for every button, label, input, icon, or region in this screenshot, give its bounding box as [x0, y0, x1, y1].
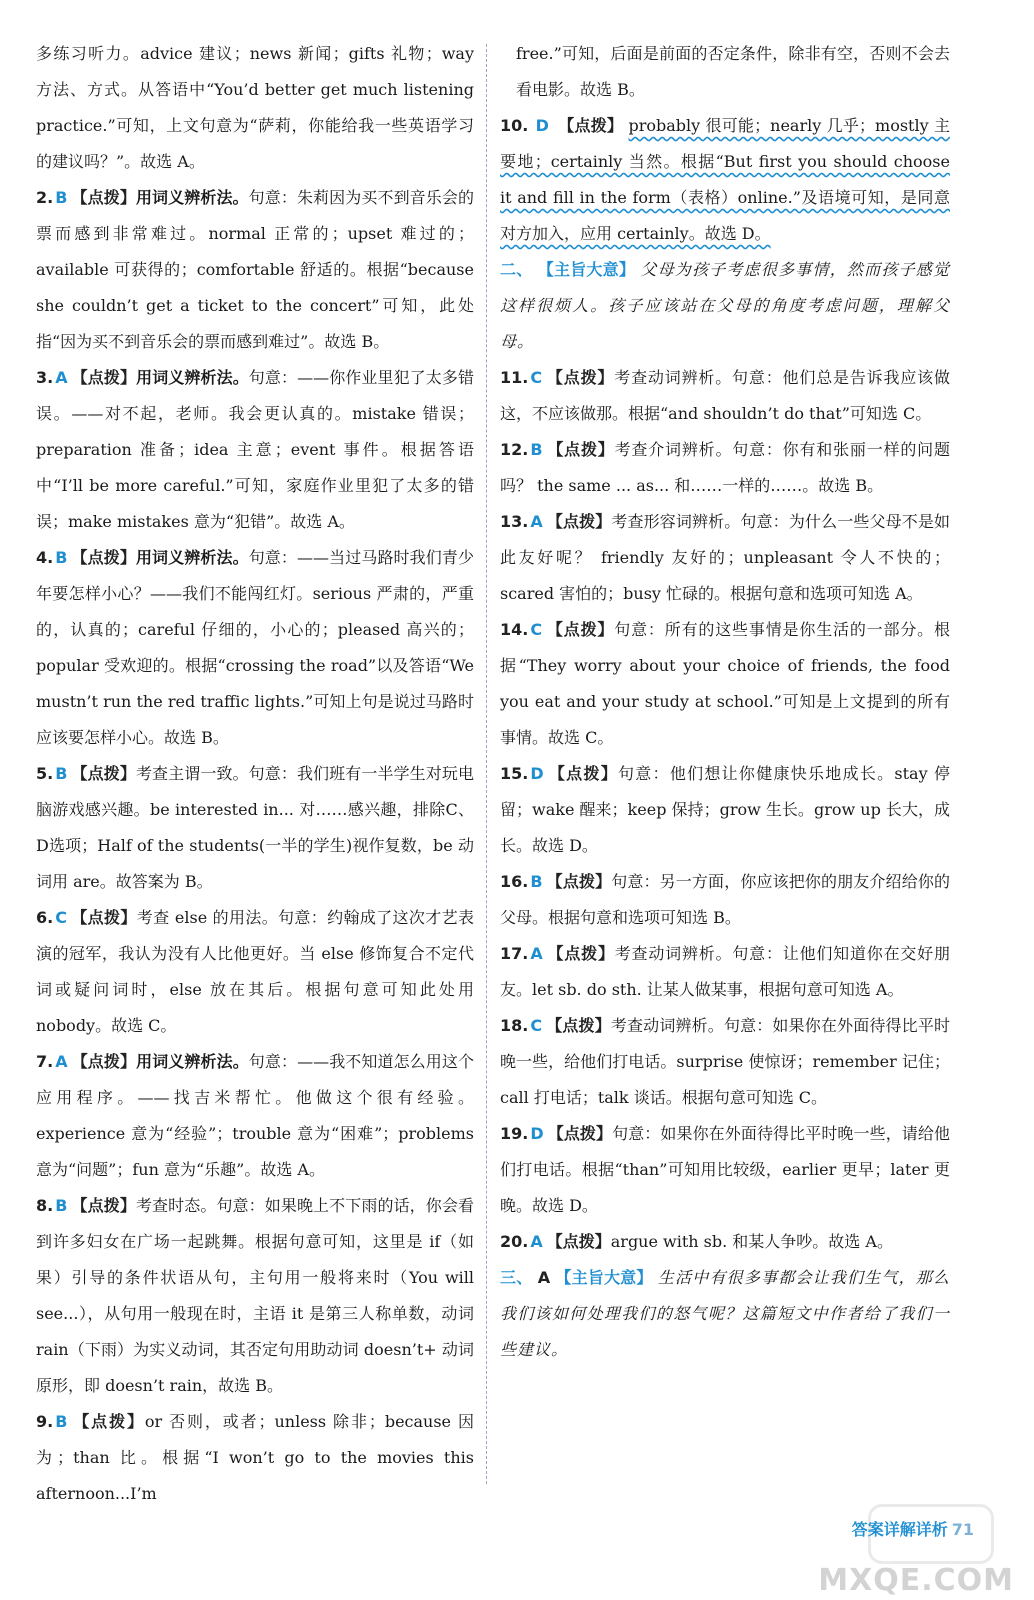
answer-number: 3.: [36, 368, 54, 387]
left-answer-list: [36, 180, 474, 1512]
answer-9-continuation-prev: [36, 36, 474, 180]
hint-tag: 【点拨】: [71, 548, 136, 567]
answer-letter: A: [55, 368, 68, 387]
answer-item: [36, 1044, 474, 1188]
answer-explanation: 句意：他们想让你健康快乐地成长。stay 停留；wake 醒来；keep 保持；grow 生长。grow up 长大，成长。故选 D。: [500, 764, 950, 855]
answer-9-continuation: [500, 36, 950, 108]
answer-explanation: 句意：所有的这些事情是你生活的一部分。根据“They worry about your choice of friends, the food you eat and your study at school.”可知是上文提到的所有事情。故选 C。: [500, 620, 950, 747]
hint-tag: 【点拨】: [547, 1124, 613, 1143]
answer-item: [500, 936, 950, 1008]
answer-explanation: 句意：如果你在外面待得比平时晚一些，请给他们打电话。根据“than”可知用比较级，earlier 更早；later 更晚。故选 D。: [500, 1124, 950, 1215]
answer-letter: C: [530, 1016, 543, 1035]
hint-tag: 【点拨】: [546, 620, 615, 639]
answer-letter: C: [55, 908, 67, 927]
answer-number: 14.: [500, 620, 529, 639]
watermark-text: MXQE.COM: [818, 1563, 1014, 1598]
section-3-summary: [500, 1260, 950, 1368]
answer-explanation: 考查动词辨析。句意：让他们知道你在交好朋友。let sb. do sth. 让某人做某事，根据句意可知选 A。: [500, 944, 950, 999]
answer-item: [36, 756, 474, 900]
answer-explanation: argue with sb. 和某人争吵。故选 A。: [610, 1232, 893, 1251]
answer-item: [500, 1008, 950, 1116]
answer-number: 9.: [36, 1412, 54, 1431]
method-label: 用词义辨析法。: [135, 548, 249, 567]
answer-number: 15.: [500, 764, 529, 783]
answer-letter: A: [530, 1232, 543, 1251]
answer-item: [500, 1116, 950, 1224]
column-divider: [486, 44, 487, 1484]
answer-item: [36, 540, 474, 756]
answer-item: [500, 432, 950, 504]
answer-letter: C: [530, 620, 543, 639]
answer-number: 16.: [500, 872, 529, 891]
hint-tag: 【点拨】: [71, 1196, 136, 1215]
answer-number: 20.: [500, 1232, 529, 1251]
answer-explanation: 考查动词辨析。句意：如果你在外面待得比平时晚一些，给他们打电话。surprise 使惊讶；remember 记住；call 打电话；talk 谈话。根据句意可知选 C。: [500, 1016, 950, 1107]
answer-letter: D: [530, 1124, 544, 1143]
answer-explanation: 考查 else 的用法。句意：约翰成了这次才艺表演的冠军，我认为没有人比他更好。当 else 修饰复合不定代词或疑问词时，else 放在其后。根据句意可知此处用 nobody。故选 C。: [36, 908, 474, 1035]
summary-tag: 【主旨大意】: [555, 1268, 653, 1287]
answer-item: [500, 612, 950, 756]
hint-tag: 【点拨】: [558, 116, 624, 135]
answer-letter: A: [55, 1052, 68, 1071]
answer-item: [500, 504, 950, 612]
answer-letter: B: [55, 1412, 68, 1431]
hint-tag: 【点拨】: [547, 764, 618, 783]
method-label: 用词义辨析法。: [136, 1052, 249, 1071]
answer-letter: C: [530, 368, 543, 387]
hint-tag: 【点拨】: [546, 1016, 611, 1035]
answer-number: 7.: [36, 1052, 54, 1071]
hint-tag: 【点拨】: [546, 368, 615, 387]
answer-letter: B: [530, 872, 543, 891]
hint-tag: 【点拨】: [546, 944, 615, 963]
answer-number: 12.: [500, 440, 529, 459]
summary-text: 生活中有很多事都会让我们生气，那么我们该如何处理我们的怒气呢？这篇短文中作者给了我们一些建议。: [500, 1268, 951, 1359]
answer-number: 11.: [500, 368, 529, 387]
left-column: [36, 36, 474, 1512]
answer-letter: B: [55, 1196, 68, 1215]
answer-explanation: probably 很可能；nearly 几乎；mostly 主要地；certainly 当然。根据“But first you should choose it and fill in the form（表格）online.”及语境可知，是同意对方加入，应用 certainly。故选 D。: [500, 116, 950, 243]
continuation-text: 多练习听力。advice 建议；news 新闻；gifts 礼物；way 方法、方式。从答语中“You’d better get much listening practice.”可知，上文句意为“萨莉，你能给我一些英语学习的建议吗？”。故选 A。: [36, 44, 474, 171]
answer-explanation: 考查形容词辨析。句意：为什么一些父母不是如此友好呢？ friendly 友好的；unpleasant 令人不快的；scared 害怕的；busy 忙碌的。根据句意和选项可知选 A。: [500, 512, 950, 603]
answer-letter: A: [530, 512, 543, 531]
answer-number: 19.: [500, 1124, 529, 1143]
method-label: 用词义辨析法。: [135, 188, 249, 207]
hint-tag: 【点拨】: [546, 1232, 611, 1251]
answer-explanation: 句意：另一方面，你应该把你的朋友介绍给你的父母。根据句意和选项可知选 B。: [500, 872, 950, 927]
summary-text: 父母为孩子考虑很多事情，然而孩子感觉这样很烦人。孩子应该站在父母的角度考虑问题，理解父母。: [500, 260, 950, 351]
section-number: 二、: [500, 260, 533, 279]
answer-item: [500, 756, 950, 864]
answer-item-10: [500, 108, 950, 252]
answer-item: [36, 1188, 474, 1404]
answer-letter: D: [530, 764, 544, 783]
answer-number: 18.: [500, 1016, 529, 1035]
answer-explanation: 句意：朱莉因为买不到音乐会的票而感到非常难过。normal 正常的；upset 难过的；available 可获得的；comfortable 舒适的。根据“because she couldn’t get a ticket to the concert”可知，此处指“因为买不到音乐会的票而感到难过”。故选 B。: [36, 188, 474, 351]
answer-number: 13.: [500, 512, 529, 531]
right-answer-list: [500, 360, 950, 1260]
answer-number: 6.: [36, 908, 54, 927]
hint-tag: 【点拨】: [71, 764, 136, 783]
answer-letter: B: [55, 188, 68, 207]
answer-explanation: or 否则，或者；unless 除非；because 因为；than 比。根据“I won’t go to the movies this afternoon...I’m: [36, 1412, 474, 1503]
answer-number: 10.: [500, 116, 529, 135]
answer-number: 8.: [36, 1196, 54, 1215]
answer-letter: D: [535, 116, 549, 135]
method-label: 用词义辨析法。: [136, 368, 249, 387]
hint-tag: 【点拨】: [71, 1052, 137, 1071]
answer-letter: B: [55, 548, 68, 567]
answer-explanation: 考查动词辨析。句意：他们总是告诉我应该做这，不应该做那。根据“and shouldn’t do that”可知选 C。: [500, 368, 950, 423]
hint-tag: 【点拨】: [71, 368, 137, 387]
hint-tag: 【点拨】: [546, 512, 612, 531]
hint-tag: 【点拨】: [546, 440, 615, 459]
answer-item: [500, 1224, 950, 1260]
answer-explanation: 句意：——当过马路时我们青少年要怎样小心？——我们不能闯红灯。serious 严肃的，严重的，认真的；careful 仔细的，小心的；pleased 高兴的；popular 受欢迎的。根据“crossing the road”以及答语“We mustn’t run the red traffic lights.”可知上句是说过马路时应该要怎样小心。故选 B。: [36, 548, 474, 747]
section-number: 三、: [500, 1268, 533, 1287]
hint-tag: 【点拨】: [546, 872, 612, 891]
answer-explanation: 考查介词辨析。句意：你有和张丽一样的问题吗？ the same ... as... 和……一样的……。故选 B。: [500, 440, 950, 495]
footer-label: 答案详解详析: [851, 1520, 948, 1539]
answer-number: 4.: [36, 548, 54, 567]
answer-letter: B: [530, 440, 543, 459]
page-footer: [852, 1517, 974, 1540]
answer-number: 2.: [36, 188, 54, 207]
summary-tag: 【主旨大意】: [537, 260, 636, 279]
answer-explanation: 句意：——你作业里犯了太多错误。——对不起，老师。我会更认真的。mistake 错误；preparation 准备；idea 主意；event 事件。根据答语中“I’ll be more careful.”可知，家庭作业里犯了太多的错误；make mistakes 意为“犯错”。故选 A。: [36, 368, 474, 531]
continuation-text-right: free.”可知，后面是前面的否定条件，除非有空，否则不会去看电影。故选 B。: [516, 44, 950, 99]
answer-number: 5.: [36, 764, 54, 783]
section-2-summary: [500, 252, 950, 360]
answer-letter: B: [55, 764, 68, 783]
answer-letter: A: [530, 944, 543, 963]
hint-tag: 【点拨】: [70, 908, 137, 927]
page-number: 71: [951, 1520, 974, 1539]
answer-item: [500, 864, 950, 936]
answer-explanation: 考查时态。句意：如果晚上不下雨的话，你会看到许多妇女在广场一起跳舞。根据句意可知，这里是 if（如果）引导的条件状语从句，主句用一般将来时（You will see...），从句用一般现在时，主语 it 是第三人称单数，动词 rain（下雨）为实义动词，其否定句用助动词 doesn’t+ 动词原形，即 doesn’t rain，故选 B。: [36, 1196, 474, 1395]
answer-item: [36, 180, 474, 360]
answer-explanation: 句意：——我不知道怎么用这个应用程序。——找吉米帮忙。他做这个很有经验。experience 意为“经验”；trouble 意为“困难”；problems 意为“问题”；fun 意为“乐趣”。故选 A。: [36, 1052, 474, 1179]
hint-tag: 【点拨】: [71, 1412, 145, 1431]
answer-item: [36, 900, 474, 1044]
section-answer: A: [537, 1268, 551, 1287]
answer-explanation: 考查主谓一致。句意：我们班有一半学生对玩电脑游戏感兴趣。be interested in... 对……感兴趣，排除C、D选项；Half of the students(一半的学生)视作复数，be 动词用 are。故答案为 B。: [36, 764, 474, 891]
answer-item: [36, 1404, 474, 1512]
hint-tag: 【点拨】: [71, 188, 136, 207]
answer-item: [500, 360, 950, 432]
answer-item: [36, 360, 474, 540]
right-column: [500, 36, 950, 1368]
answer-number: 17.: [500, 944, 529, 963]
